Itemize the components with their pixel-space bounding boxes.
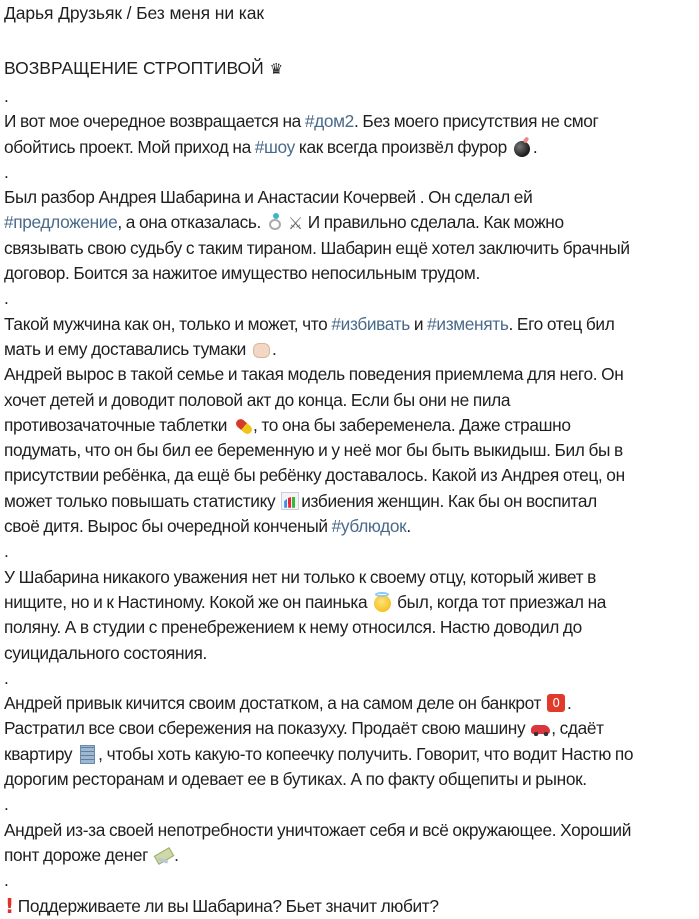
angel-face-icon (372, 592, 392, 612)
paragraph-3-line-5: противозачаточные таблетки , то она бы забеременела. Даже страшно (4, 414, 571, 435)
separator: . (4, 541, 9, 562)
separator: . (4, 870, 9, 891)
paragraph-3-line-6: подумать, что он бы бил ее беременную и у неё мог бы быть выкидыш. Бил бы в (4, 440, 623, 461)
post-title: Дарья Друзьяк / Без меня ни как (4, 3, 264, 23)
paragraph-5-line-3: квартиру , чтобы хоть какую-то копеечку получить. Говорит, что водит Настю по (4, 743, 634, 764)
post-body (4, 84, 695, 919)
hashtag-bastard[interactable]: #ублюдок (331, 516, 407, 537)
car-icon (530, 718, 550, 738)
separator: . (4, 794, 9, 815)
hashtag-cheat[interactable]: #изменять (427, 313, 509, 334)
paragraph-2-line-3: связывать свою судьбу с таким тираном. Шабарин ещё хотел заключить брачный (4, 237, 630, 258)
crossed-swords-icon: ⚔ (287, 214, 303, 234)
paragraph-3-line-9: своё дитя. Вырос бы очередной конченый #ублюдок. (4, 516, 411, 537)
paragraph-3-line-4: хочет детей и доводит половой акт до конца. Если бы они не пила (4, 389, 511, 410)
paragraph-2-line-4: договор. Боится за нажитое имущество непосильным трудом. (4, 263, 480, 284)
hashtag-proposal[interactable]: #предложение (4, 212, 118, 233)
paragraph-3-line-1: Такой мужчина как он, только и может, что #избивать и #изменять. Его отец бил (4, 313, 615, 334)
bomb-icon (512, 137, 532, 157)
paragraph-1-line-2: обойтись проект. Мой приход на #шоу как всегда произвёл фурор . (4, 136, 538, 157)
paragraph-6-line-2: понт дороже денег . (4, 844, 179, 865)
paragraph-3-line-7: присутствии ребёнка, да ещё бы ребёнку доставалось. Какой из Андрея отец, он (4, 465, 625, 486)
separator: . (4, 86, 9, 106)
paragraph-1-line-1: И вот мое очередное возвращается на #дом2. Без моего присутствия не смог (4, 111, 599, 132)
paragraph-3-line-3: Андрей вырос в такой семье и такая модель поведения приемлема для него. Он (4, 364, 624, 385)
pill-icon (232, 415, 252, 435)
post-headline (4, 57, 695, 81)
exclamation-icon: ! (5, 893, 14, 918)
separator: . (4, 288, 9, 309)
paragraph-3-line-8: может только повышать статистику избиения женщин. Как бы он воспитал (4, 490, 597, 511)
paragraph-5-line-2: Растратил все свои сбережения на показуху. Продаёт свою машину , сдаёт (4, 718, 604, 739)
question-line (4, 894, 695, 919)
question-text: Поддерживаете ли вы Шабарина? Бьет значит любит? (17, 895, 439, 916)
zero-icon (546, 693, 566, 713)
money-with-wings-icon (153, 845, 173, 865)
separator: . (4, 161, 9, 182)
paragraph-5-line-4: дорогим ресторанам и одевает ее в бутиках. А по факту общепиты и рынок. (4, 769, 587, 790)
office-building-icon (77, 744, 97, 764)
separator: . (4, 667, 9, 688)
paragraph-4-line-2: нищите, но и к Настиному. Кокой же он паинька был, когда тот приезжал на (4, 591, 607, 612)
paragraph-5-line-1: Андрей привык кичится своим достатком, а на самом деле он банкрот 0. (4, 691, 695, 716)
paragraph-4-line-4: суицидального состояния. (4, 642, 207, 663)
paragraph-6-line-1: Андрей из-за своей непотребности уничтожает себя и всё окружающее. Хороший (4, 819, 632, 840)
hashtag-dom2[interactable]: #дом2 (304, 111, 354, 132)
hashtag-beat[interactable]: #избивать (331, 313, 410, 334)
fist-icon (251, 339, 271, 359)
ring-icon (266, 212, 286, 232)
paragraph-4-line-3: поляну. А в студии с пренебрежением к нему относился. Настю доводил до (4, 617, 582, 638)
crown-icon: ♛ (269, 61, 284, 78)
paragraph-3-line-2: мать и ему доставались тумаки . (4, 338, 277, 359)
paragraph-2-line-2: #предложение, а она отказалась. ⚔ И правильно сделала. Как можно (4, 210, 695, 235)
paragraph-4-line-1: У Шабарина никакого уважения нет ни только к своему отцу, который живет в (4, 566, 596, 587)
headline-text: ВОЗВРАЩЕНИЕ СТРОПТИВОЙ (4, 58, 264, 78)
hashtag-show[interactable]: #шоу (254, 136, 295, 157)
paragraph-2-line-1: Был разбор Андрея Шабарина и Анастасии Кочервей . Он сделал ей (4, 187, 533, 208)
bar-chart-icon (280, 491, 300, 511)
